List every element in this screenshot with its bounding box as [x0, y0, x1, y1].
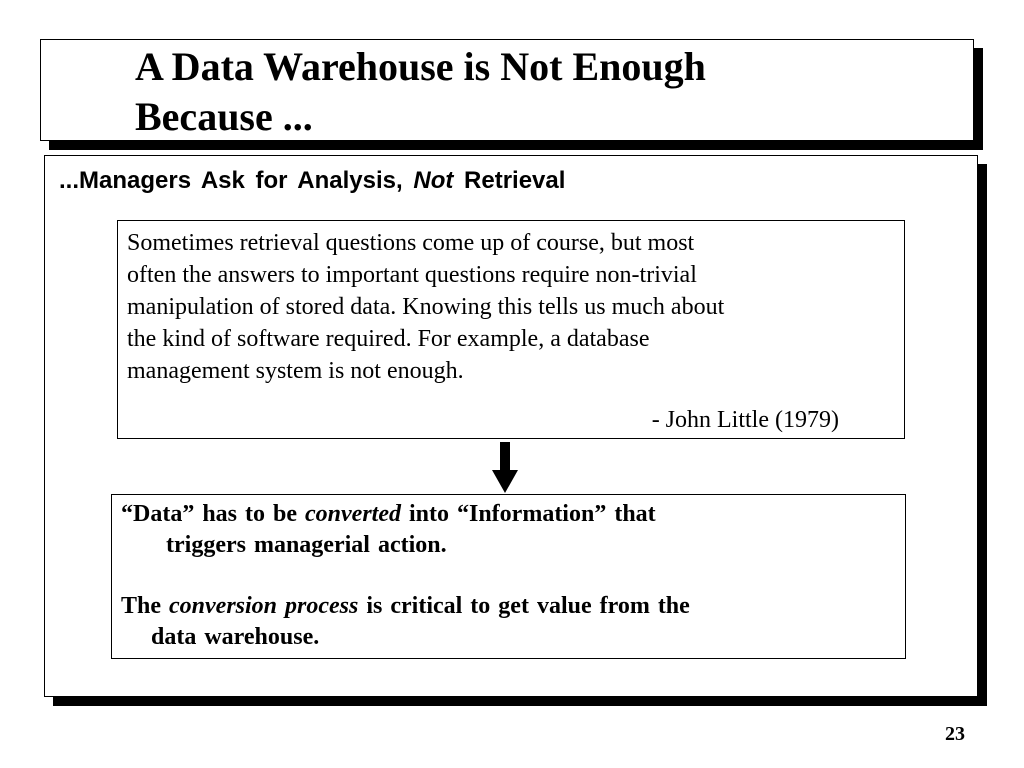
quote-line: often the answers to important questions require non-trivial — [127, 262, 697, 288]
conclusion-p2-line-2: data warehouse. — [151, 624, 320, 650]
page-number: 23 — [945, 723, 965, 745]
down-arrow-icon — [491, 442, 519, 494]
subtitle-emphasis: Not — [413, 167, 454, 194]
quote-line: management system is not enough. — [127, 358, 464, 384]
quote-attribution: - John Little (1979) — [651, 407, 839, 433]
slide-title-line-1: A Data Warehouse is Not Enough — [135, 44, 706, 89]
quote-line: the kind of software required. For example, a database — [127, 326, 650, 352]
subtitle-part-2: Retrieval — [464, 167, 566, 194]
conclusion-p2-text-2: is critical to get value from the — [366, 593, 690, 619]
conclusion-paragraph-2 — [121, 591, 690, 621]
slide-title — [135, 42, 706, 142]
conclusion-p1-text-1: “Data” has to be — [121, 501, 298, 527]
conclusion-p1-emphasis: converted — [305, 501, 401, 527]
quote-line: Sometimes retrieval questions come up of course, but most — [127, 230, 695, 256]
slide-title-line-2: Because ... — [135, 94, 313, 139]
quote-box — [117, 220, 905, 439]
conclusion-p1-text-2: into “Information” that — [408, 501, 656, 527]
quote-line: manipulation of stored data. Knowing this tells us much about — [127, 294, 725, 320]
main-content-box — [44, 155, 978, 697]
conclusion-paragraph-1 — [121, 499, 656, 529]
conclusion-p2-text-1: The — [121, 593, 162, 619]
conclusion-p2-emphasis: conversion process — [169, 593, 359, 619]
conclusion-box — [111, 494, 906, 659]
subtitle-part-1: ...Managers Ask for Analysis, — [59, 167, 403, 194]
title-box — [40, 39, 974, 141]
conclusion-p1-line-2: triggers managerial action. — [166, 532, 447, 558]
slide-subtitle — [59, 164, 565, 198]
